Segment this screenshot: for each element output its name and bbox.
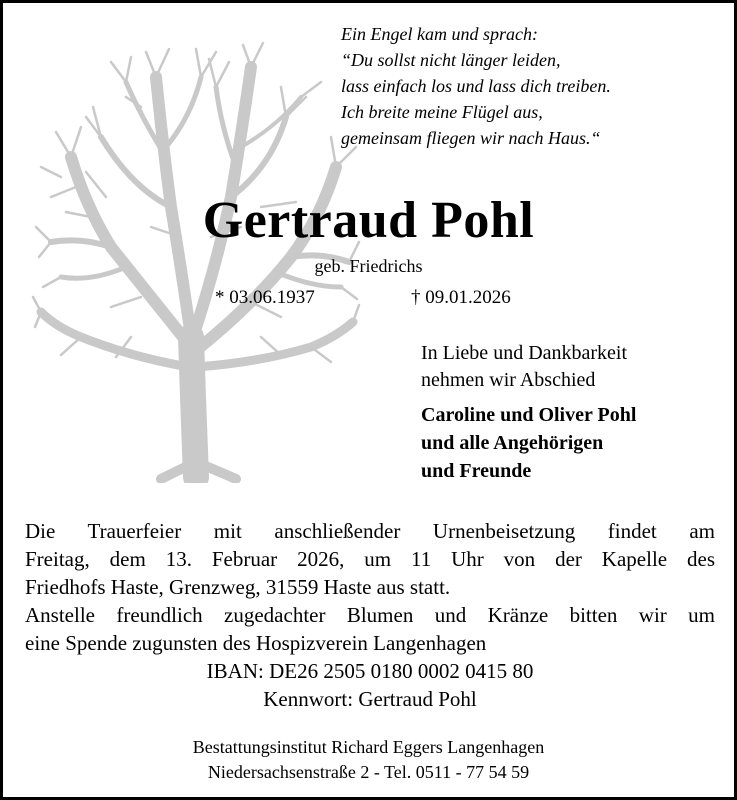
donation-keyword: Kennwort: Gertraud Pohl <box>263 687 477 711</box>
poem-line: “Du sollst nicht länger leiden, <box>341 50 561 70</box>
mourner-line: Caroline und Oliver Pohl <box>421 404 637 426</box>
deceased-name: Gertraud Pohl <box>202 192 535 249</box>
info-line: Die Trauerfeier mit anschließender Urnenbeisetzung findet am <box>25 519 715 543</box>
funeral-home-name: Bestattungsinstitut Richard Eggers Langenhagen <box>192 737 545 757</box>
funeral-home-address: Niedersachsenstraße 2 - Tel. 0511 - 77 54 59 <box>207 762 530 782</box>
funeral-home <box>3 735 734 785</box>
mourner-line: und Freunde <box>421 460 532 482</box>
poem-line: Ich breite meine Flügel aus, <box>341 102 543 122</box>
death-date: † 09.01.2026 <box>411 287 511 308</box>
info-line: Friedhofs Haste, Grenzweg, 31559 Haste aus statt. <box>25 575 451 599</box>
poem-line: gemeinsam fliegen wir nach Haus.“ <box>341 128 601 148</box>
poem <box>341 21 701 151</box>
info-line: Anstelle freundlich zugedachter Blumen und Kränze bitten wir um <box>25 603 715 627</box>
iban: IBAN: DE26 2505 0180 0002 0415 80 <box>206 659 534 683</box>
funeral-info <box>25 517 715 713</box>
info-line: Freitag, dem 13. Februar 2026, um 11 Uhr von der Kapelle des <box>25 547 715 571</box>
farewell-text <box>421 340 627 394</box>
birth-date: * 03.06.1937 <box>215 287 315 308</box>
mourners <box>421 401 636 485</box>
poem-line: lass einfach los und lass dich treiben. <box>341 76 611 96</box>
farewell-line: nehmen wir Abschied <box>421 369 596 391</box>
poem-line: Ein Engel kam und sprach: <box>341 24 538 44</box>
mourner-line: und alle Angehörigen <box>421 432 604 454</box>
farewell-line: In Liebe und Dankbarkeit <box>421 342 628 364</box>
maiden-name: geb. Friedrichs <box>314 256 423 276</box>
info-line: eine Spende zugunsten des Hospizverein Langenhagen <box>25 631 487 655</box>
